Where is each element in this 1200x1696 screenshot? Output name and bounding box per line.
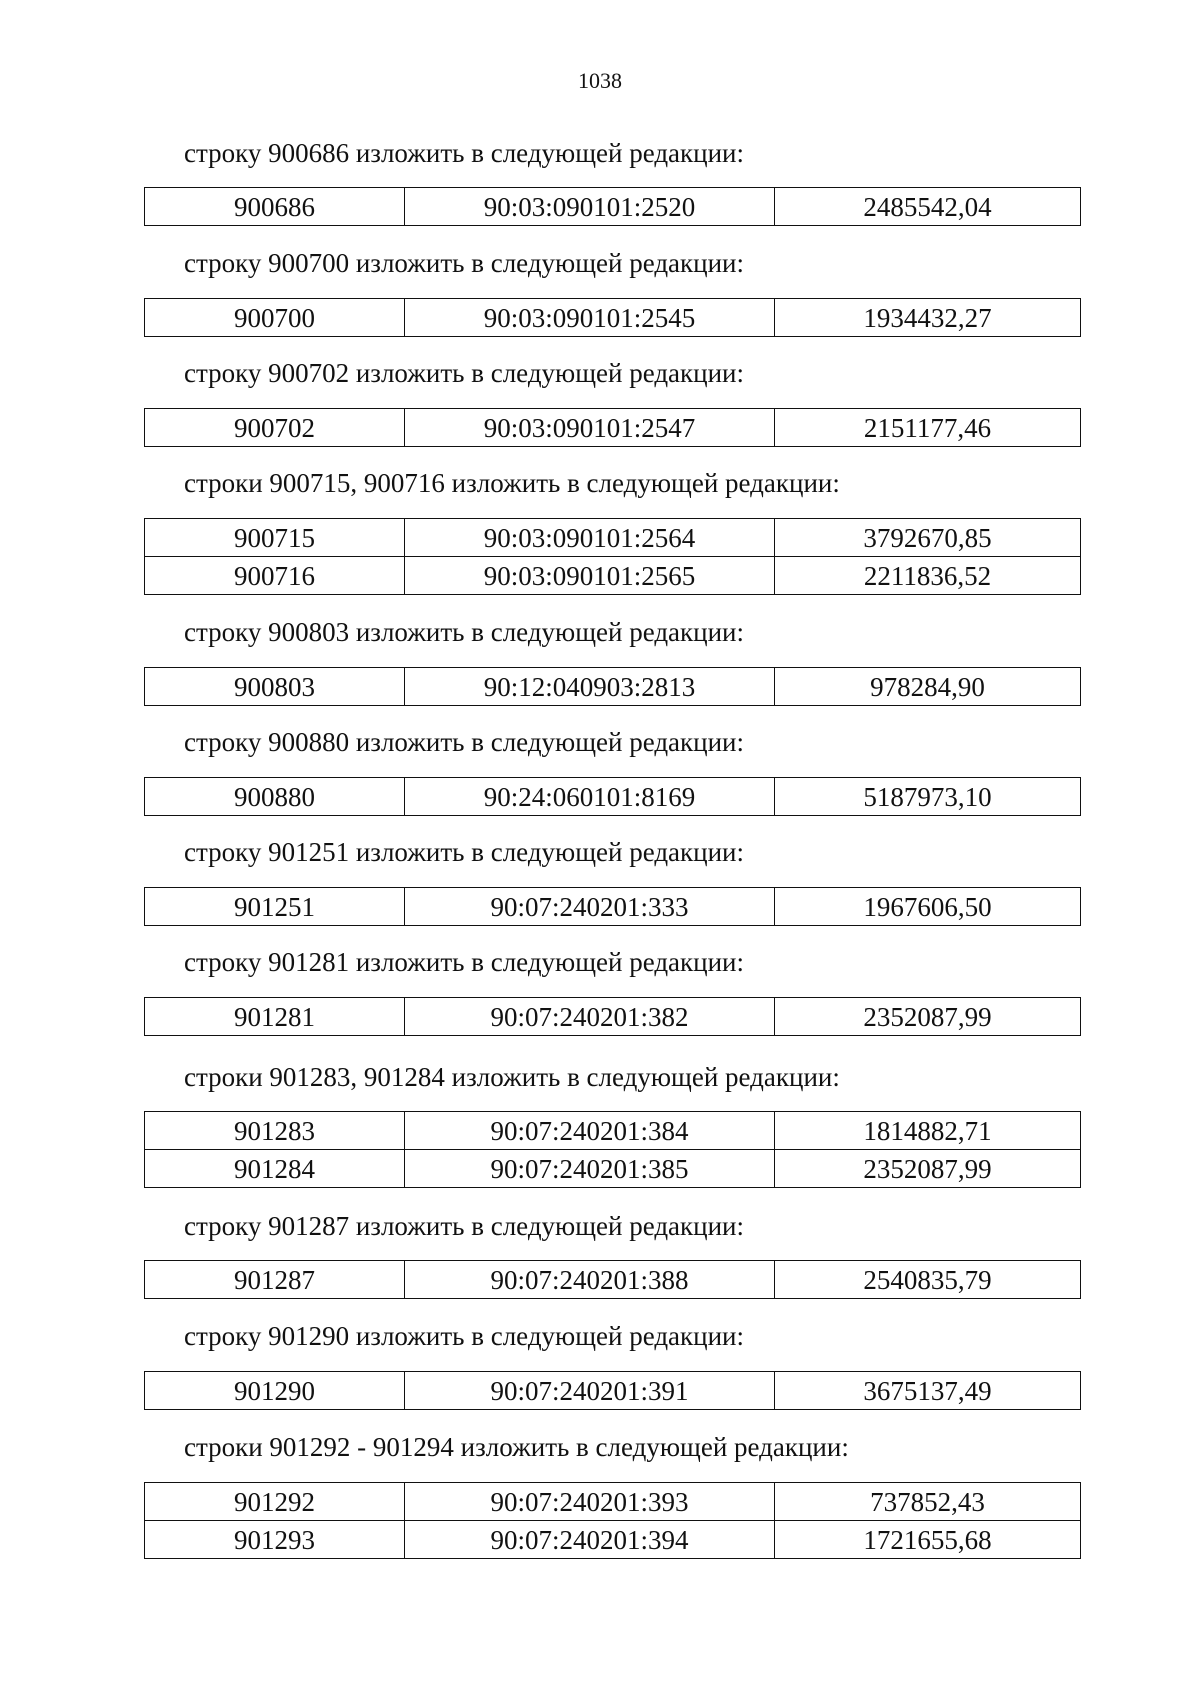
row-number-cell: 900702 [145, 409, 405, 447]
block-heading: строки 901292 - 901294 изложить в следующей редакции: [184, 1432, 849, 1462]
row-table [144, 777, 1081, 816]
value-cell: 5187973,10 [775, 778, 1081, 816]
value-cell: 1721655,68 [775, 1521, 1081, 1559]
row-number-cell: 900700 [145, 299, 405, 337]
table-row [145, 1261, 1081, 1299]
row-number-cell: 900686 [145, 188, 405, 226]
value-cell: 2151177,46 [775, 409, 1081, 447]
row-table [144, 408, 1081, 447]
table-row [145, 778, 1081, 816]
block-heading: строку 900803 изложить в следующей редакции: [184, 617, 745, 647]
table-row [145, 1521, 1081, 1559]
row-number-cell: 901290 [145, 1372, 405, 1410]
row-number-cell: 900715 [145, 519, 405, 557]
table-row [145, 1483, 1081, 1521]
row-table [144, 667, 1081, 706]
value-cell: 2352087,99 [775, 998, 1081, 1036]
row-number-cell: 901292 [145, 1483, 405, 1521]
table-row [145, 519, 1081, 557]
block-heading: строки 900715, 900716 изложить в следующей редакции: [184, 468, 840, 498]
table-row [145, 188, 1081, 226]
row-table [144, 187, 1081, 226]
value-cell: 2485542,04 [775, 188, 1081, 226]
block-heading: строку 900686 изложить в следующей редакции: [184, 138, 745, 168]
value-cell: 1967606,50 [775, 888, 1081, 926]
cadastral-number-cell: 90:07:240201:384 [405, 1112, 775, 1150]
block-heading: строку 901290 изложить в следующей редакции: [184, 1321, 745, 1351]
table-row [145, 998, 1081, 1036]
row-table [144, 887, 1081, 926]
row-table [144, 1260, 1081, 1299]
table-row [145, 1112, 1081, 1150]
cadastral-number-cell: 90:07:240201:382 [405, 998, 775, 1036]
block-heading: строки 901283, 901284 изложить в следующей редакции: [184, 1062, 840, 1092]
value-cell: 978284,90 [775, 668, 1081, 706]
row-number-cell: 901281 [145, 998, 405, 1036]
row-number-cell: 901251 [145, 888, 405, 926]
table-row [145, 668, 1081, 706]
block-heading: строку 901281 изложить в следующей редакции: [184, 947, 745, 977]
value-cell: 1934432,27 [775, 299, 1081, 337]
value-cell: 2352087,99 [775, 1150, 1081, 1188]
row-number-cell: 900803 [145, 668, 405, 706]
row-table [144, 298, 1081, 337]
cadastral-number-cell: 90:03:090101:2520 [405, 188, 775, 226]
cadastral-number-cell: 90:03:090101:2547 [405, 409, 775, 447]
value-cell: 2540835,79 [775, 1261, 1081, 1299]
row-table [144, 518, 1081, 595]
table-row [145, 409, 1081, 447]
value-cell: 1814882,71 [775, 1112, 1081, 1150]
value-cell: 2211836,52 [775, 557, 1081, 595]
cadastral-number-cell: 90:07:240201:388 [405, 1261, 775, 1299]
cadastral-number-cell: 90:03:090101:2564 [405, 519, 775, 557]
cadastral-number-cell: 90:07:240201:394 [405, 1521, 775, 1559]
cadastral-number-cell: 90:12:040903:2813 [405, 668, 775, 706]
cadastral-number-cell: 90:03:090101:2545 [405, 299, 775, 337]
block-heading: строку 900880 изложить в следующей редакции: [184, 727, 745, 757]
block-heading: строку 901287 изложить в следующей редакции: [184, 1211, 745, 1241]
table-row [145, 1150, 1081, 1188]
block-heading: строку 900702 изложить в следующей редакции: [184, 358, 745, 388]
row-number-cell: 901284 [145, 1150, 405, 1188]
row-table [144, 1111, 1081, 1188]
table-row [145, 888, 1081, 926]
cadastral-number-cell: 90:07:240201:391 [405, 1372, 775, 1410]
cadastral-number-cell: 90:03:090101:2565 [405, 557, 775, 595]
row-number-cell: 900716 [145, 557, 405, 595]
block-heading: строку 900700 изложить в следующей редакции: [184, 248, 745, 278]
row-number-cell: 901283 [145, 1112, 405, 1150]
table-row [145, 1372, 1081, 1410]
row-table [144, 997, 1081, 1036]
page-number: 1038 [578, 68, 622, 93]
block-heading: строку 901251 изложить в следующей редакции: [184, 837, 745, 867]
value-cell: 3792670,85 [775, 519, 1081, 557]
table-row [145, 299, 1081, 337]
cadastral-number-cell: 90:07:240201:393 [405, 1483, 775, 1521]
table-row [145, 557, 1081, 595]
cadastral-number-cell: 90:24:060101:8169 [405, 778, 775, 816]
cadastral-number-cell: 90:07:240201:385 [405, 1150, 775, 1188]
value-cell: 737852,43 [775, 1483, 1081, 1521]
row-table [144, 1371, 1081, 1410]
row-number-cell: 901287 [145, 1261, 405, 1299]
row-number-cell: 900880 [145, 778, 405, 816]
cadastral-number-cell: 90:07:240201:333 [405, 888, 775, 926]
row-table [144, 1482, 1081, 1559]
value-cell: 3675137,49 [775, 1372, 1081, 1410]
row-number-cell: 901293 [145, 1521, 405, 1559]
